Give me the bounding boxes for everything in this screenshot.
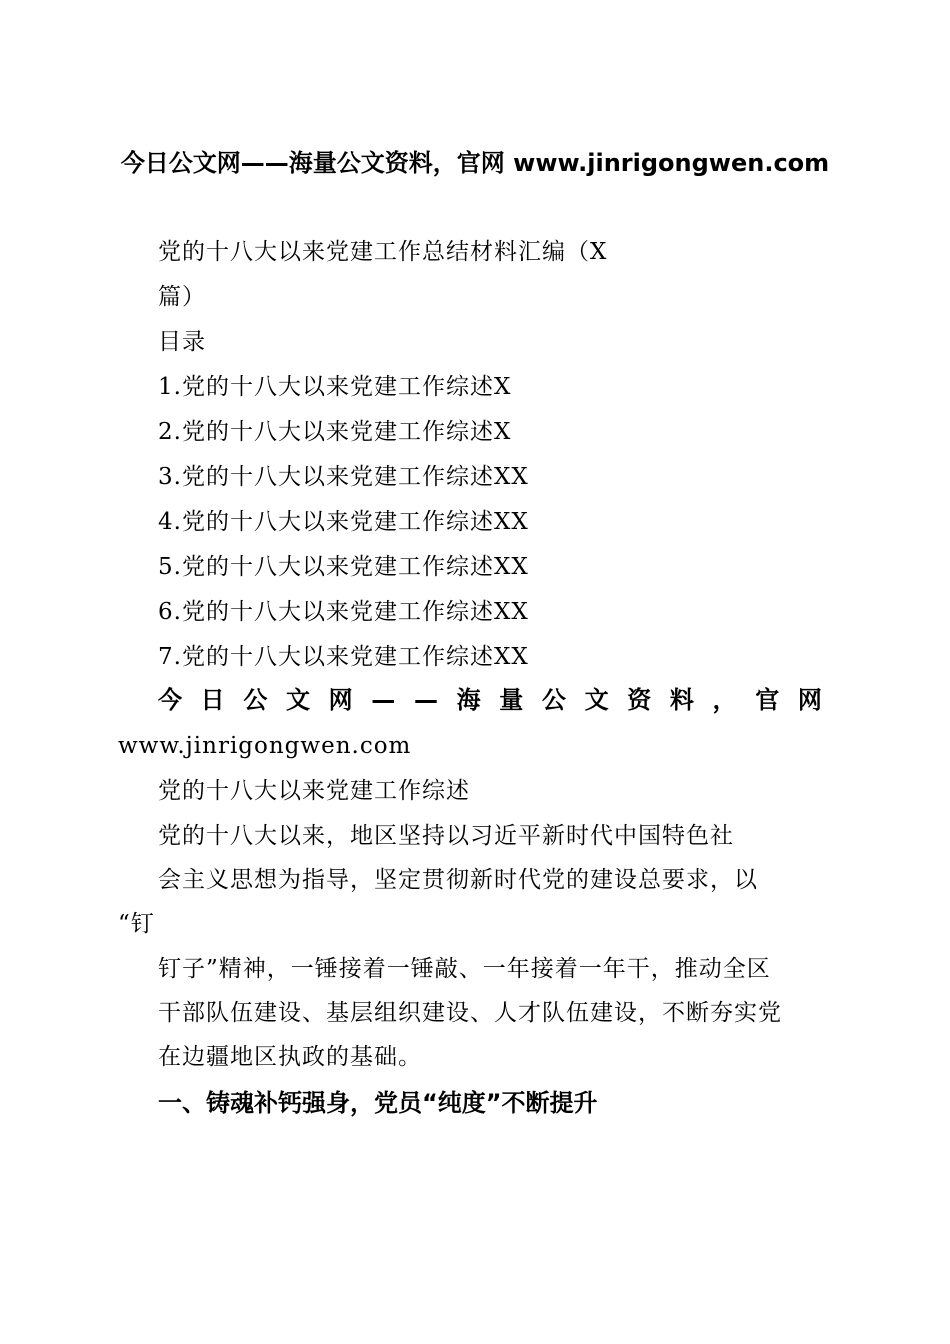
banner-char: 文: [584, 686, 609, 714]
banner-char: ，: [712, 686, 737, 714]
toc-item-1: 1.党的十八大以来党建工作综述X: [158, 374, 512, 400]
paragraph-line-5: 干部队伍建设、基层组织建设、人才队伍建设，不断夯实党: [158, 1000, 782, 1026]
article-title: 党的十八大以来党建工作综述: [158, 778, 470, 804]
site-banner: [158, 683, 822, 717]
toc-item-2: 2.党的十八大以来党建工作综述X: [158, 419, 512, 445]
banner-char: 资: [627, 686, 652, 714]
banner-char: 官: [755, 686, 780, 714]
banner-char: 日: [200, 686, 225, 714]
banner-char: 文: [285, 686, 310, 714]
toc-item-4: 4.党的十八大以来党建工作综述XX: [158, 509, 529, 535]
banner-char: 网: [797, 686, 822, 714]
section-heading: 一、铸魂补钙强身，党员“纯度”不断提升: [158, 1089, 598, 1117]
page-header-title: 今日公文网——海量公文资料，官网 www.jinrigongwen.com: [120, 149, 830, 177]
toc-item-3: 3.党的十八大以来党建工作综述XX: [158, 464, 529, 490]
paragraph-line-2: 会主义思想为指导，坚定贯彻新时代党的建设总要求，以: [158, 867, 758, 893]
banner-char: 公: [541, 686, 566, 714]
paragraph-line-1: 党的十八大以来，地区坚持以习近平新时代中国特色社: [158, 823, 734, 849]
banner-char: 公: [243, 686, 268, 714]
toc-item-6: 6.党的十八大以来党建工作综述XX: [158, 599, 529, 625]
paragraph-line-4: 钉子”精神，一锤接着一锤敲、一年接着一年干，推动全区: [158, 956, 771, 982]
banner-char: 海: [456, 686, 481, 714]
toc-item-5: 5.党的十八大以来党建工作综述XX: [158, 554, 529, 580]
paragraph-line-6: 在边疆地区执政的基础。: [158, 1044, 422, 1070]
banner-char: 料: [669, 686, 694, 714]
toc-heading: 目录: [158, 329, 206, 355]
toc-item-7: 7.党的十八大以来党建工作综述XX: [158, 644, 529, 670]
banner-char: —: [371, 686, 396, 714]
paragraph-line-3: “钉: [118, 911, 155, 937]
banner-char: 量: [499, 686, 524, 714]
compilation-title-line-2: 篇）: [158, 284, 206, 310]
compilation-title-line-1: 党的十八大以来党建工作总结材料汇编（X: [158, 239, 608, 265]
banner-char: —: [413, 686, 438, 714]
banner-char: 网: [328, 686, 353, 714]
banner-url: www.jinrigongwen.com: [118, 733, 412, 759]
banner-char: 今: [158, 686, 182, 714]
